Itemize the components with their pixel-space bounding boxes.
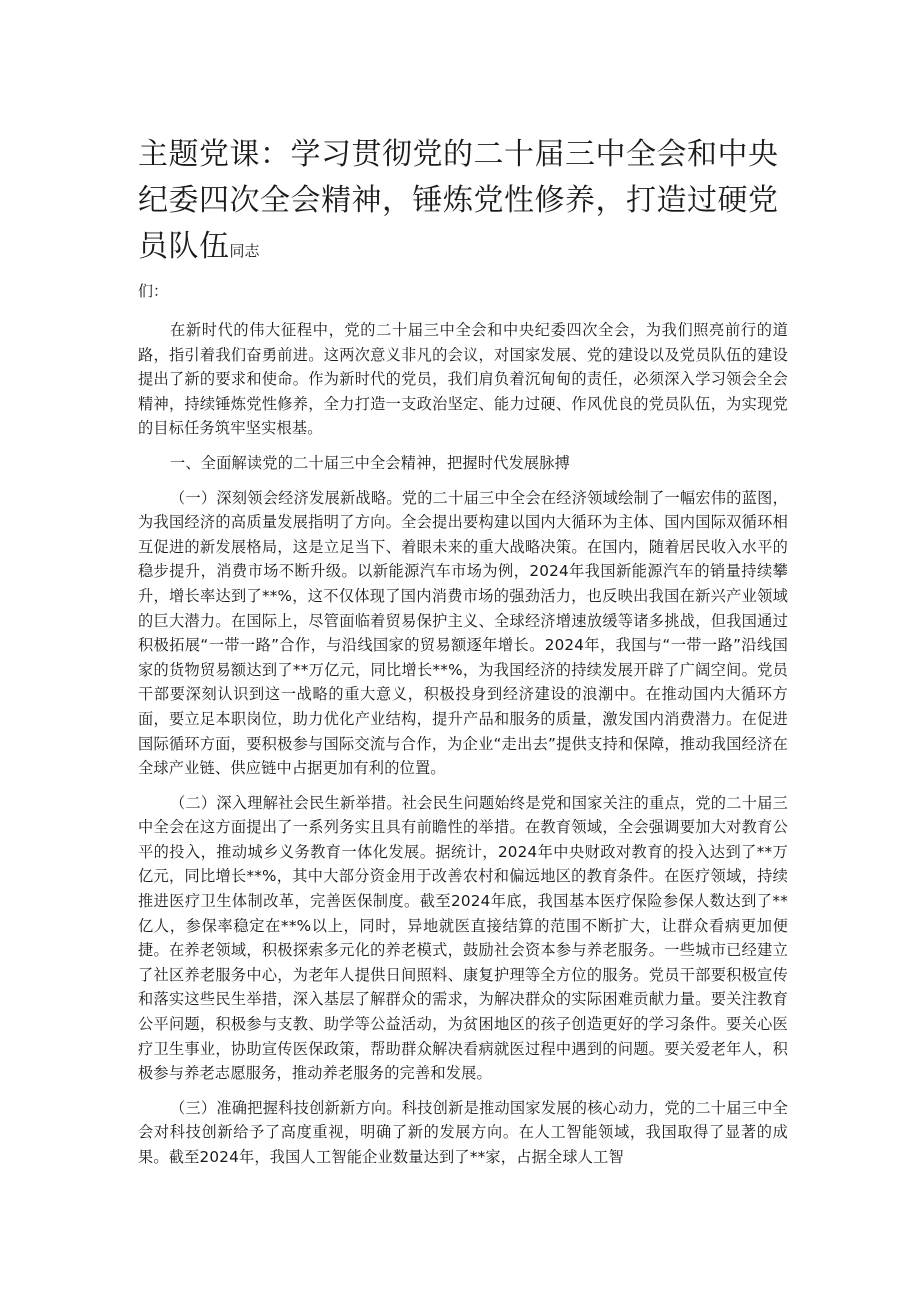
paragraph-economy: （一）深刻领会经济发展新战略。党的二十届三中全会在经济领域绘制了一幅宏伟的蓝图，为我国经济的高质量发展指明了方向。全会提出要构建以国内大循环为主体、国内国际双循环相互促进的新发展格局，这是立足当下、着眼未来的重大战略决策。在国内，随着居民收入水平的稳步提升，消费市场不断升级。以新能源汽车市场为例，2024年我国新能源汽车的销量持续攀升，增长率达到了**%，这不仅体现了国内消费市场的强劲活力，也反映出我国在新兴产业领域的巨大潜力。在国际上，尽管面临着贸易保护主义、全球经济增速放缓等诸多挑战，但我国通过积极拓展“一带一路”合作，与沿线国家的贸易额逐年增长。2024年，我国与“一带一路”沿线国家的货物贸易额达到了**万亿元，同比增长**%，为我国经济的持续发展开辟了广阔空间。党员干部要深刻认识到这一战略的重大意义，积极投身到经济建设的浪潮中。在推动国内大循环方面，要立足本职岗位，助力优化产业结构，提升产品和服务的质量，激发国内消费潜力。在促进国际循环方面，要积极参与国际交流与合作，为企业“走出去”提供支持和保障，推动我国经济在全球产业链、供应链中占据更加有利的位置。 xyxy=(138,488,788,778)
title-text: 主题党课：学习贯彻党的二十届三中全会和中央纪委四次全会精神，锤炼党性修养，打造过硬党员队伍 xyxy=(138,137,779,264)
section-heading-1: 一、全面解读党的二十届三中全会精神，把握时代发展脉搏 xyxy=(170,453,571,472)
paragraph-technology: （三）准确把握科技创新新方向。科技创新是推动国家发展的核心动力，党的二十届三中全会对科技创新给予了高度重视，明确了新的发展方向。在人工智能领域，我国取得了显著的成果。截至2024年，我国人工智能企业数量达到了**家，占据全球人工智 xyxy=(138,1098,788,1166)
title-tail: 同志 xyxy=(229,242,260,260)
paragraph-livelihood: （二）深入理解社会民生新举措。社会民生问题始终是党和国家关注的重点，党的二十届三中全会在这方面提出了一系列务实且具有前瞻性的举措。在教育领域，全会强调要加大对教育公平的投入，推动城乡义务教育一体化发展。据统计，2024年中央财政对教育的投入达到了**万亿元，同比增长**%，其中大部分资金用于改善农村和偏远地区的教育条件。在医疗领域，持续推进医疗卫生体制改革，完善医保制度。截至2024年底，我国基本医疗保险参保人数达到了**亿人，参保率稳定在**%以上，同时，异地就医直接结算的范围不断扩大，让群众看病更加便捷。在养老领域，积极探索多元化的养老模式，鼓励社会资本参与养老服务。一些城市已经建立了社区养老服务中心，为老年人提供日间照料、康复护理等全方位的服务。党员干部要积极宣传和落实这些民生举措，深入基层了解群众的需求，为解决群众的实际困难贡献力量。要关注教育公平问题，积极参与支教、助学等公益活动，为贫困地区的孩子创造更好的学习条件。要关心医疗卫生事业，协助宣传医保政策，帮助群众解决看病就医过程中遇到的问题。要关爱老年人，积极参与养老志愿服务，推动养老服务的完善和发展。 xyxy=(138,793,788,1083)
document-title xyxy=(138,132,788,274)
intro-paragraph: 在新时代的伟大征程中，党的二十届三中全会和中央纪委四次全会，为我们照亮前行的道路，指引着我们奋勇前进。这两次意义非凡的会议，对国家发展、党的建设以及党员队伍的建设提出了新的要求和使命。作为新时代的党员，我们肩负着沉甸甸的责任，必须深入学习领会全会精神，持续锤炼党性修养，全力打造一支政治坚定、能力过硬、作风优良的党员队伍，为实现党的目标任务筑牢坚实根基。 xyxy=(138,321,788,438)
salutation: 们： xyxy=(138,282,169,300)
document-page xyxy=(138,132,788,1180)
